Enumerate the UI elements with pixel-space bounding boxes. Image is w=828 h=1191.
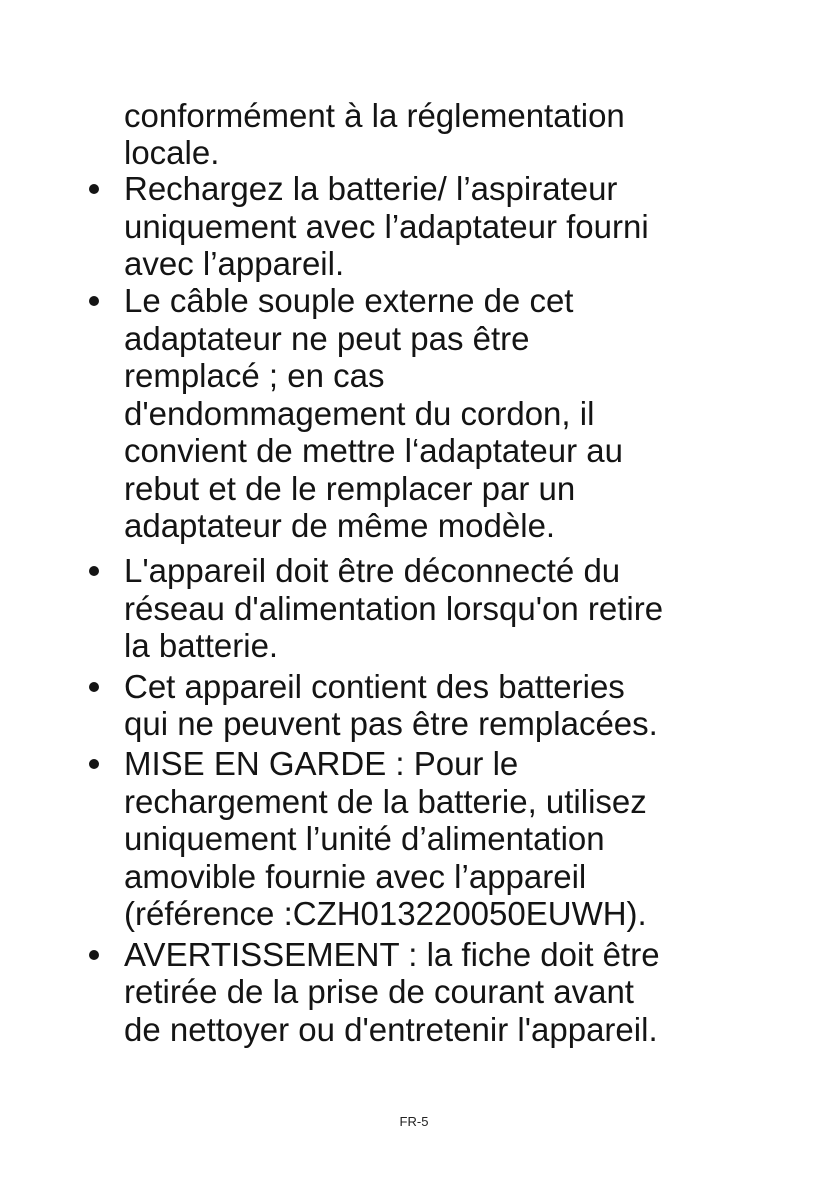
bullet-text-line: convient de mettre l‘adaptateur au <box>124 432 623 469</box>
bullet-text-line: (référence :CZH013220050EUWH). <box>124 895 647 932</box>
bullet-text-line: adaptateur de même modèle. <box>124 507 556 544</box>
bullet-icon <box>89 566 99 576</box>
bullet-text-line: retirée de la prise de courant avant <box>124 973 634 1010</box>
bullet-text-line: rebut et de le remplacer par un <box>124 470 576 507</box>
bullet-text-line: uniquement l’unité d’alimentation <box>124 820 605 857</box>
page-number: FR-5 <box>399 1114 429 1129</box>
bullet-text-line: Cet appareil contient des batteries <box>124 668 625 705</box>
bullet-text-line: Rechargez la batterie/ l’aspirateur <box>124 170 618 207</box>
bullet-text-line: qui ne peuvent pas être remplacées. <box>124 705 658 742</box>
bullet-text-line: L'appareil doit être déconnecté du <box>124 552 621 589</box>
bullet-text-line: réseau d'alimentation lorsqu'on retire <box>124 590 664 627</box>
continuation-line: conformément à la réglementation <box>124 97 625 134</box>
bullet-text-line: adaptateur ne peut pas être <box>124 320 530 357</box>
bullet-text-line: MISE EN GARDE : Pour le <box>124 745 519 782</box>
bullet-icon <box>89 950 99 960</box>
bullet-text-line: AVERTISSEMENT : la fiche doit être <box>124 936 660 973</box>
bullet-text-line: rechargement de la batterie, utilisez <box>124 783 647 820</box>
bullet-icon <box>89 682 99 692</box>
bullet-text-line: la batterie. <box>124 627 279 664</box>
bullet-icon <box>89 184 99 194</box>
bullet-text-line: de nettoyer ou d'entretenir l'appareil. <box>124 1011 658 1048</box>
bullet-text-line: Le câble souple externe de cet <box>124 282 574 319</box>
bullet-icon <box>89 759 99 769</box>
bullet-text-line: uniquement avec l’adaptateur fourni <box>124 208 649 245</box>
bullet-text-line: avec l’appareil. <box>124 245 345 282</box>
bullet-icon <box>89 296 99 306</box>
bullet-text-line: amovible fournie avec l’appareil <box>124 858 587 895</box>
bullet-text-line: remplacé ; en cas <box>124 357 385 394</box>
continuation-line: locale. <box>124 134 220 171</box>
bullet-text-line: d'endommagement du cordon, il <box>124 395 595 432</box>
